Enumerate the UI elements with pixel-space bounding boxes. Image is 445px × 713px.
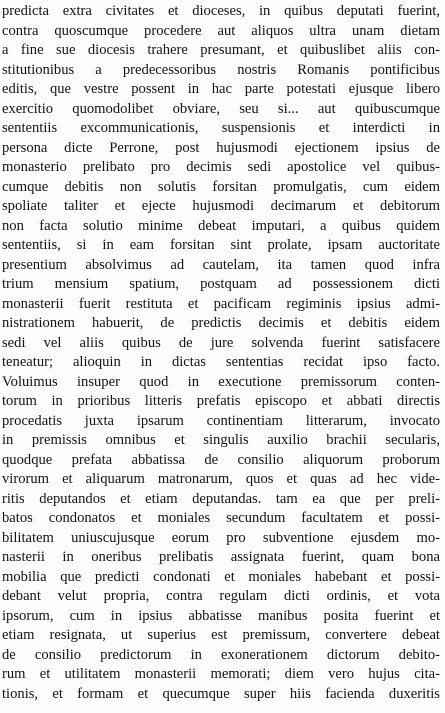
text-line: de consilio predictorum in exonerationem dictorum debito-	[2, 646, 440, 663]
text-line: debant velut propria, contra regulam dicti ordinis, et vota	[2, 588, 440, 604]
text-line: nasterii in oneribus prelibatis assignata fuerint, quam bona	[2, 549, 440, 565]
text-line: etiam resignata, ut superius est premissum, convertere debeat	[2, 627, 440, 643]
text-line: persona dicte Perrone, post hujusmodi ejectionem ipsius de	[2, 139, 440, 156]
text-line: Voluimus insuper quod in executione premissorum conten-	[2, 373, 440, 390]
text-line: sententiis, si in eam forsitan sint prolate, ipsam auctoritate	[2, 237, 440, 253]
text-line: trium mensium spatium, postquam ad possessionem dicti	[2, 276, 440, 292]
text-line: torum in prioribus litteris prefatis episcopo et abbati directis	[2, 393, 440, 409]
text-line: virorum et aliquarum matronarum, quos et quas ad hec vide-	[2, 471, 440, 487]
text-line: ipsorum, cum in ipsius abbatisse manibus posita fuerint et	[2, 607, 440, 624]
text-line: procedatis juxta ipsarum continentiam litterarum, invocato	[2, 412, 440, 429]
text-line: sententiis excommunicationis, suspensionis et interdicti in	[2, 120, 440, 136]
text-line: rum et utilitatem monasterii memorati; diem vero hujus cita-	[2, 666, 440, 682]
text-line: non facta solutio minime debeat imputari, a quibus quidem	[2, 217, 440, 234]
text-line: mobilia que predicti condonati et moniales habebant et possi-	[2, 568, 440, 585]
text-line: nistrationem habuerit, de predictis decimis et debitis eidem	[2, 315, 440, 331]
text-line: in premissis omnibus et singulis auxilio brachii secularis,	[2, 432, 440, 448]
text-line: sedi vel aliis quibus de jure solvenda fuerint satisfacere	[2, 334, 440, 351]
text-line: cumque debitis non solutis forsitan promulgatis, cum eidem	[2, 178, 440, 195]
text-line: quodque prefata abbatissa de consilio aliquorum proborum	[2, 451, 440, 468]
text-line: editis, que vestre possent in hac parte potestati ejusque libero	[2, 81, 440, 97]
text-line: tionis, et formam et quecumque super hiis facienda duxeritis	[2, 685, 440, 702]
text-line: a fine sue diocesis trahere presumant, et quibuslibet aliis con-	[2, 42, 440, 58]
text-line: exercitio quomodolibet obviare, seu si... aut quibuscumque	[2, 100, 440, 117]
text-line: contra quoscumque procedere aut aliquos ultra unam dietam	[2, 22, 440, 39]
text-line: monasterii fuerit restituta et pacificam regiminis ipsius admi-	[2, 295, 440, 312]
text-line: predicta extra civitates et dioceses, in quibus deputati fuerint,	[2, 3, 440, 19]
text-line: stitutionibus a predecessoribus nostris Romanis pontificibus	[2, 61, 440, 78]
text-line: spoliate taliter et ejecte hujusmodi decimarum et debitorum	[2, 198, 440, 214]
text-line: batos condonatos et moniales secundum facultatem et possi-	[2, 510, 440, 526]
text-line: bilitatem uniuscujusque eorum pro subventione ejusdem mo-	[2, 529, 440, 546]
text-line: presentium absolvimus ad cautelam, ita tamen quod infra	[2, 256, 440, 273]
text-line: teneatur; alioquin in dictas sententias recidat ipso facto.	[2, 354, 440, 370]
text-line: ritis deputandos et etiam deputandas. tam ea que per preli-	[2, 490, 440, 507]
text-line: monasterio prelibato pro decimis sedi apostolice vel quibus-	[2, 159, 440, 175]
